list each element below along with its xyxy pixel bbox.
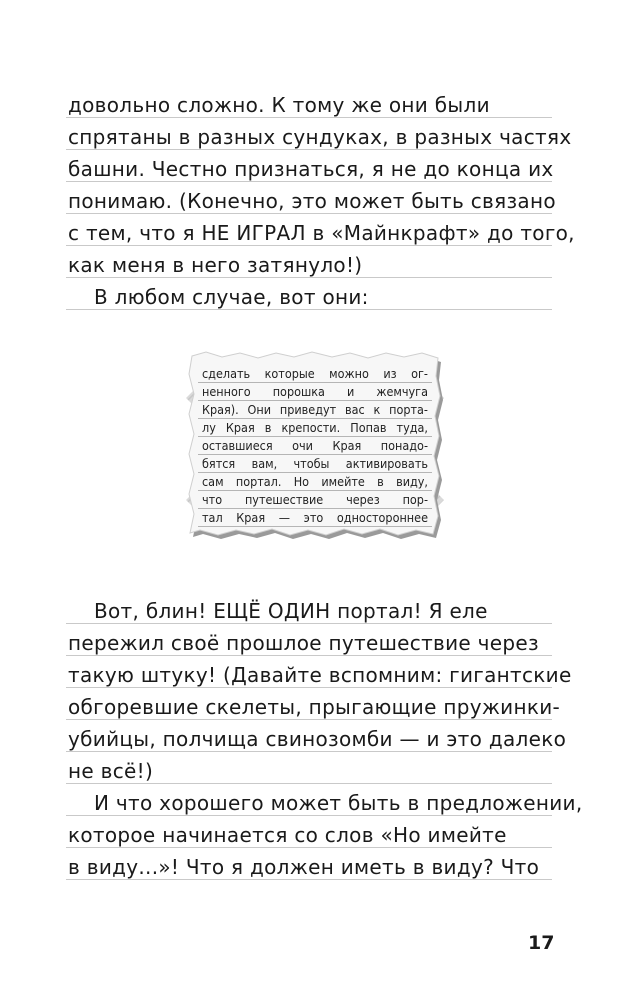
ruled-line	[66, 751, 552, 752]
note-rule	[198, 526, 432, 527]
text-line: довольно сложно. К тому же они были	[68, 93, 490, 117]
ruled-line	[66, 149, 552, 150]
torn-paper-note	[186, 350, 444, 540]
note-rule	[198, 454, 432, 455]
note-line: оставшиеся очи Края понадо-	[202, 438, 428, 453]
text-line: обгоревшие скелеты, прыгающие пружинки-	[68, 695, 561, 719]
text-line: такую штуку! (Давайте вспомним: гигантские	[68, 663, 572, 687]
page-number: 17	[528, 932, 555, 954]
note-line: Края). Они приведут вас к порта-	[202, 402, 428, 417]
note-rule	[198, 436, 432, 437]
note-line: бятся вам, чтобы активировать	[202, 456, 428, 471]
text-line: с тем, что я НЕ ИГРАЛ в «Майнкрафт» до того,	[68, 221, 575, 245]
ruled-line	[66, 847, 552, 848]
text-line: В любом случае, вот они:	[94, 285, 369, 309]
note-line: тал Края — это одностороннее	[202, 510, 428, 525]
note-line: лу Края в крепости. Попав туда,	[202, 420, 428, 435]
ruled-line	[66, 309, 552, 310]
text-line: И что хорошего может быть в предложении,	[94, 791, 583, 815]
text-line: Вот, блин! ЕЩЁ ОДИН портал! Я еле	[94, 599, 488, 623]
note-line: сам портал. Но имейте в виду,	[202, 474, 428, 489]
text-line: как меня в него затянуло!)	[68, 253, 363, 277]
note-rule	[198, 382, 432, 383]
note-rule	[198, 508, 432, 509]
text-line: башни. Честно признаться, я не до конца их	[68, 157, 554, 181]
note-line: что путешествие через пор-	[202, 492, 428, 507]
note-rule	[198, 490, 432, 491]
ruled-line	[66, 719, 552, 720]
ruled-line	[66, 623, 552, 624]
ruled-line	[66, 181, 552, 182]
note-rule	[198, 418, 432, 419]
text-line: не всё!)	[68, 759, 154, 783]
note-rule	[198, 472, 432, 473]
text-line: в виду...»! Что я должен иметь в виду? Что	[68, 855, 540, 879]
ruled-line	[66, 879, 552, 880]
note-line: ненного порошка и жемчуга	[202, 384, 428, 399]
note-rule	[198, 400, 432, 401]
note-line: сделать которые можно из ог-	[202, 366, 428, 381]
ruled-line	[66, 117, 552, 118]
text-line: понимаю. (Конечно, это может быть связано	[68, 189, 556, 213]
ruled-line	[66, 213, 552, 214]
ruled-line	[66, 655, 552, 656]
text-line: спрятаны в разных сундуках, в разных частях	[68, 125, 572, 149]
ruled-line	[66, 245, 552, 246]
text-line: которое начинается со слов «Но имейте	[68, 823, 507, 847]
ruled-line	[66, 277, 552, 278]
ruled-line	[66, 783, 552, 784]
text-line: убийцы, полчища свинозомби — и это далеко	[68, 727, 567, 751]
ruled-line	[66, 687, 552, 688]
text-line: пережил своё прошлое путешествие через	[68, 631, 539, 655]
ruled-line	[66, 815, 552, 816]
